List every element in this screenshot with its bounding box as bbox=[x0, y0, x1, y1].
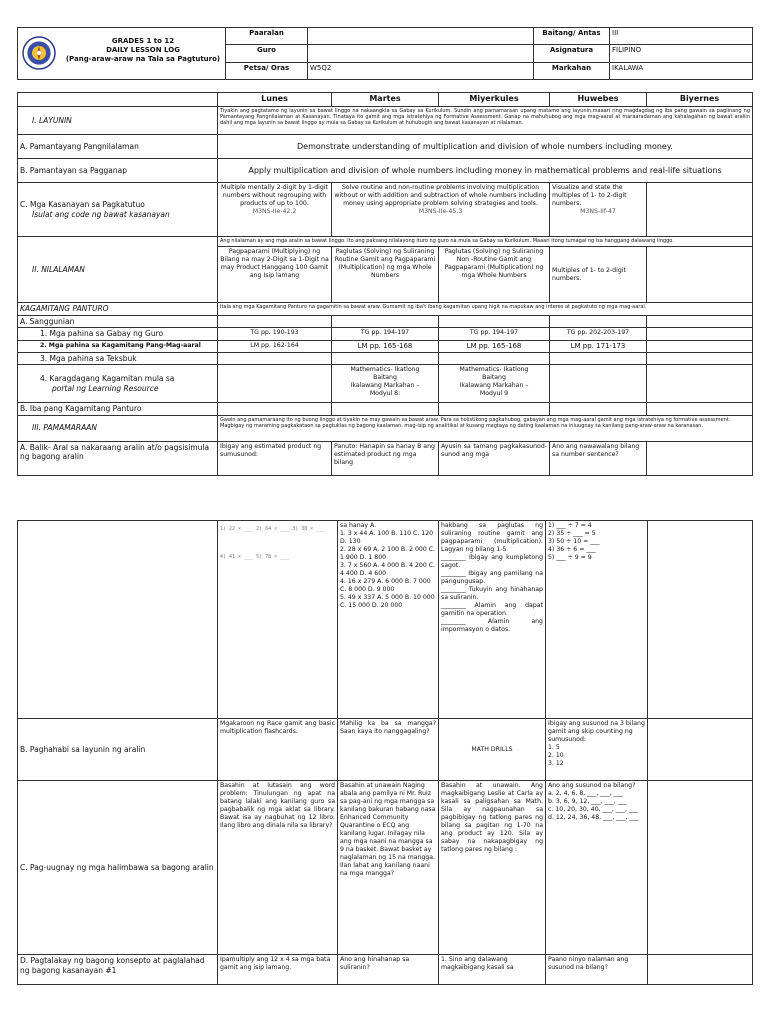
nilalaman-biyernes bbox=[647, 247, 753, 303]
w-line-5: ________ Alamin ang impormasyon o datos. bbox=[441, 618, 543, 633]
petsa-label: Petsa/ Oras bbox=[226, 62, 308, 79]
day-martes: Martes bbox=[332, 93, 439, 107]
header-table bbox=[17, 27, 753, 80]
pagtalakay-huwebes: Paano ninyo nalaman ang susunod na bilang? bbox=[546, 955, 648, 985]
res-martes-1: Mathematics- Ikatlong bbox=[350, 366, 420, 373]
lesson-table-page-1 bbox=[17, 92, 752, 476]
hw-line-2: 4) 41 × ___ 5) 78 × ___ bbox=[220, 554, 290, 561]
day-huwebes: Huwebes bbox=[550, 93, 647, 107]
teksbuk-label: 3. Mga pahina sa Teksbuk bbox=[18, 352, 218, 365]
pag-uugnay-biyernes bbox=[648, 781, 753, 955]
nilalaman-lunes: Pagpaparami (Multiplying) ng Bilang na may 2-Digit sa 1-Digit na may Product Hanggang 100 Gamit ang Isip lamang bbox=[218, 247, 332, 303]
cont-biyernes bbox=[648, 521, 753, 719]
kasanayan-sublabel: Isulat ang code ng bawat kasanayan bbox=[32, 209, 170, 219]
title-line-3: (Pang-araw-araw na Tala sa Pagtuturo) bbox=[65, 55, 221, 63]
lesson-table-2 bbox=[17, 520, 753, 985]
nilalaman-martes: Paglutas (Solving) ng Suliraning Routine Gamit ang Pagpaparami (Multiplication) ng mga Whole Numbers bbox=[332, 247, 439, 303]
pag-uugnay-huwebes-b: b. 3, 6, 9, 12, ___, ___, ___ bbox=[548, 798, 627, 805]
kagamitan-note: Itala ang mga Kagamitang Panturo na gagamitin sa bawat araw. Gumamit ng iba't ibang kagamitan upang higit na mapukaw ang interes at pagkatuto ng mga mag-aaral. bbox=[218, 303, 753, 316]
balik-aral-biyernes bbox=[647, 441, 753, 475]
kasanayan-lunes-text: Multiple mentally 2-digit by 1-digit numbers without regrouping with products of up to 100. bbox=[221, 184, 328, 207]
asignatura-value: FILIPINO bbox=[610, 45, 753, 62]
day-lunes: Lunes bbox=[218, 93, 332, 107]
w-line-3: ________ Tukuyin ang hinahanap sa suliranin. bbox=[441, 586, 543, 601]
kasanayan-label: C. Mga Kasanayan sa Pagkatutuo bbox=[20, 200, 145, 209]
baitang-value: III bbox=[610, 28, 753, 45]
iba-label: B. Iba pang Kagamitang Panturo bbox=[18, 403, 218, 416]
day-biyernes: Biyernes bbox=[647, 93, 753, 107]
pagtalakay-biyernes bbox=[648, 955, 753, 985]
nilalaman-huwebes: Multiples of 1- to 2-digit numbers. bbox=[550, 247, 647, 303]
balik-aral-huwebes: Ano ang nawawalang bilang sa number sentence? bbox=[550, 441, 647, 475]
karagdagan-label-1: 4. Karagdagang Kagamitan mula sa bbox=[40, 374, 175, 383]
sanggunian-label: A. Sanggunian bbox=[18, 315, 218, 328]
pag-uugnay-huwebes-d: d. 12, 24, 36, 48, ___, ___, ___ bbox=[548, 814, 639, 821]
balik-aral-martes: Panuto: Hanapin sa hanay B ang estimated product ng mga bilang bbox=[332, 441, 439, 475]
h-line-4: 5) ___ ÷ 9 = 9 bbox=[548, 554, 592, 561]
lesson-table-page-2 bbox=[17, 520, 752, 985]
h-line-3: 4) 36 ÷ 6 = ___ bbox=[548, 546, 596, 553]
tg-biyernes bbox=[647, 328, 753, 341]
h-line-2: 3) 50 ÷ 10 = ___ bbox=[548, 538, 600, 545]
nilalaman-note: Ang nilalaman ay ang mga aralin sa bawat linggo. Ito ang paksang nilalayong ituro ng guro na mula sa Gabay sa Kurikulum. Maaari itong tumagal ng isa hanggang dalawang linggo. bbox=[218, 237, 753, 247]
m-line-1: 1. 3 x 44 A. 100 B. 110 C. 120 D. 130 bbox=[340, 530, 434, 545]
lm-miyerkules: LM pp. 165-168 bbox=[439, 340, 550, 352]
res-miy-1: Mathematics- Ikatlong bbox=[459, 366, 529, 373]
m-line-0: sa hanay A. bbox=[340, 522, 377, 529]
kasanayan-huwebes-text: Visualize and state the multiples of 1- to 2-digit numbers. bbox=[552, 184, 627, 207]
layunin-text: Tiyakin ang pagtatamo ng layunin sa bawat linggo na nakaangkla sa Gabay sa Kurikulum. Sundin ang pamamaraan upang matamo ang layunin,maaari ring magdagdag ng iba pang gawain sa paglinang ng Pamantayang Pangnilalaman at Kasanayan. Tinataya ito gamit ang mga istratehiya ng Formative Assessment. Ganap na mahuhubog ang mga mag-aaral at maraaradaman ang kahalagahan ng bawat araliin dahil ang mga layunin sa bawat linggo ay mula sa Gabay sa Kurikulum at huhubugin ang bawat kasanayan at nilalaman. bbox=[218, 107, 753, 135]
kasanayan-cell bbox=[18, 183, 218, 237]
asignatura-label: Asignatura bbox=[534, 45, 610, 62]
pag-uugnay-label: C. Pag-uugnay ng mga halimbawa sa bagong aralin bbox=[18, 781, 218, 955]
title-line-1: GRADES 1 to 12 bbox=[111, 37, 175, 45]
pamantayan-pagganap-label: B. Pamantayan sa Pagganap bbox=[18, 159, 218, 183]
lm-martes: LM pp. 165-168 bbox=[332, 340, 439, 352]
paaralan-label: Paaralan bbox=[226, 28, 308, 45]
pagtalakay-label: D. Pagtalakay ng bagong konsepto at paglalahad ng bagong kasanayan #1 bbox=[18, 955, 218, 985]
lm-lunes: LM pp. 162-164 bbox=[218, 340, 332, 352]
karagdagan-label-2: portal ng Learning Resource bbox=[52, 383, 159, 393]
pag-uugnay-miyerkules: Basahin at unawain. Ang magkaibigang Leslie at Carla ay kasali sa paligsahan sa Math. Sila ay nagpaunahan sa pagbibigay ng tatlong pares ng bilang sa pagitan ng 1-70 na ang product ay 120. Sila ay sabay na nakapagbigay ng tatlong pares ng bilang : bbox=[439, 781, 546, 955]
cont-miyerkules bbox=[439, 521, 546, 719]
paghahabi-miyerkules: MATH DRILLS bbox=[439, 719, 546, 781]
pamantayan-pagganap-text: Apply multiplication and division of whole numbers including money in mathematical problems and real-life situations bbox=[218, 159, 753, 183]
title-line-2: DAILY LESSON LOG bbox=[106, 46, 180, 54]
continued-label bbox=[18, 521, 218, 719]
lm-huwebes: LM pp. 171-173 bbox=[550, 340, 647, 352]
pag-uugnay-huwebes-text: Ano ang susunod na bilang? bbox=[548, 782, 636, 789]
res-miy-4: Modyul 9 bbox=[479, 390, 509, 397]
karagdagan-cell bbox=[18, 365, 218, 403]
tg-label: 1. Mga pahina sa Gabay ng Guro bbox=[18, 328, 218, 341]
guro-value bbox=[308, 45, 534, 62]
paghahabi-huwebes-1: 1. 5 bbox=[548, 744, 560, 751]
pag-uugnay-huwebes bbox=[546, 781, 648, 955]
paghahabi-martes: Mahilig ka ba sa mangga? Saan kaya ito nanggagaling? bbox=[338, 719, 439, 781]
cont-martes bbox=[338, 521, 439, 719]
tg-miyerkules: TG pp. 194-197 bbox=[439, 328, 550, 341]
karagdagan-martes bbox=[332, 365, 439, 403]
petsa-value: W5Q2 bbox=[308, 62, 534, 79]
res-miy-2: Baitang bbox=[482, 374, 506, 381]
header-block bbox=[17, 27, 752, 80]
kasanayan-huwebes-code: M3NS-IIf-47 bbox=[580, 208, 616, 215]
pagtalakay-miyerkules: 1. Sino ang dalawang magkaibigang kasali sa bbox=[439, 955, 546, 985]
res-martes-3: Ikalawang Markahan – bbox=[350, 382, 420, 389]
tg-lunes: TG pp. 190-193 bbox=[218, 328, 332, 341]
w-line-0: hakbang sa paglutas ng suliraning routine gamit ang pagpaparami (multiplication). Lagyan ng bilang 1-5 bbox=[441, 522, 543, 553]
paghahabi-huwebes-3: 3. 12 bbox=[548, 760, 564, 767]
kasanayan-lunes-code: M3NS-IIe-42.2 bbox=[252, 208, 297, 215]
kasanayan-martes-text: Solve routine and non-routine problems involving multiplication without or with addition and subtraction of whole numbers including money using appropriate problem solving strategies and tools. bbox=[334, 184, 547, 207]
karagdagan-miyerkules bbox=[439, 365, 550, 403]
res-martes-4: Modyul 8: bbox=[369, 390, 401, 397]
lm-label: 2. Mga pahina sa Kagamitang Pang-Mag-aaral bbox=[18, 340, 218, 352]
layunin-label: I. LAYUNIN bbox=[18, 107, 218, 135]
lesson-table bbox=[17, 92, 753, 476]
paaralan-value bbox=[308, 28, 534, 45]
pag-uugnay-lunes: Basahin at lutasain ang word problem: Tinulungan ng apat na batang lalaki ang kanilang guro sa pagbabalik ng mga aklat sa library. Bawat isa ay nagbuhat ng 12 libro. Ilang libro ang dinala nila sa library? bbox=[218, 781, 338, 955]
nilalaman-miyerkules: Paglutas (Solving) ng Suliraning Non -Routine Gamit ang Pagpaparami (Multiplication) ng mga Whole Numbers bbox=[439, 247, 550, 303]
res-miy-3: Ikalawang Markahan – bbox=[459, 382, 529, 389]
res-martes-2: Baitang bbox=[373, 374, 397, 381]
paghahabi-huwebes-text: Ibigay ang susunod na 3 bilang gamit ang skip counting ng sumusunod: bbox=[548, 720, 645, 743]
day-miyerkules: Miyerkules bbox=[439, 93, 550, 107]
balik-aral-label: A. Balik- Aral sa nakaraang aralin at/o pagsisimula ng bagong aralin bbox=[18, 441, 218, 475]
paghahabi-label: B. Paghahabi sa layunin ng aralin bbox=[18, 719, 218, 781]
pag-uugnay-huwebes-c: c. 10, 20, 30, 40, ___, ___, ___ bbox=[548, 806, 639, 813]
pag-uugnay-martes: Basahin at unawain Naging abala ang pamilya ni Mr. Ruiz sa pag-ani ng mga mangga sa kanilang bakuran habang nasa Enhanced Community Quarantine o ECQ ang kanilang lugar. Inilagay nila ang mga naani na mangga sa 9 na basket. Bawat basket ay naglalaman ng 15 na mangga. Ilan lahat ang kanilang naani na mga mangga? bbox=[338, 781, 439, 955]
pamamaraan-note: Gawin ang pamamaraang ito ng buong linggo at tiyakin na may gawain sa bawat araw. Para sa holistikong pagkahubog, gabayan ang mga mag-aaral gamit ang mga istratehiya ng formative assessment. Magbigay ng maraming pagkakataon sa pagtuklas ng bagong kaalaman, mag-isip ng analitikal at kusang magtaya ng dating kaalaman na iniuugnay sa kanilang pang-araw-araw na karanasan. bbox=[218, 415, 753, 441]
balik-aral-lunes: Ibigay ang estimated product ng sumusunod: bbox=[218, 441, 332, 475]
baitang-label: Baitang/ Antas bbox=[534, 28, 610, 45]
w-line-4: ________ Alamin ang dapat gamitin na operation. bbox=[441, 602, 543, 617]
balik-aral-miyerkules: Ayusin sa tamang pagkakasunod-sunod ang mga bbox=[439, 441, 550, 475]
pag-uugnay-huwebes-a: a. 2, 4, 6, 8, ___, ___, ___ bbox=[548, 790, 623, 797]
kagamitan-label: KAGAMITANG PANTURO bbox=[18, 303, 218, 316]
w-line-2: ________ Ibigay ang pamilang na pangungusap. bbox=[441, 570, 543, 585]
pamantayang-pangnilalaman-label: A. Pamantayang Pangnilalaman bbox=[18, 135, 218, 159]
hw-line-1: 1) 22 × ___ 2) 64 × ___ 3) 30 × ___ bbox=[220, 526, 326, 532]
tg-martes: TG pp. 194-197 bbox=[332, 328, 439, 341]
lm-biyernes bbox=[647, 340, 753, 352]
markahan-value: IKALAWA bbox=[610, 62, 753, 79]
m-line-3: 3. 7 x 560 A. 4 000 B. 4 200 C. 4 400 D. 4 600 bbox=[340, 562, 436, 577]
deped-seal-icon bbox=[22, 36, 56, 70]
header-title-cell bbox=[18, 28, 226, 80]
pagtalakay-martes: Ano ang hinahanap sa suliranin? bbox=[338, 955, 439, 985]
paghahabi-biyernes bbox=[648, 719, 753, 781]
m-line-2: 2. 28 x 69 A. 2 100 B. 2 000 C. 1 900 D. 1 800 bbox=[340, 546, 436, 561]
w-line-1: ________ Ibigay ang kumpletong sagot. bbox=[441, 554, 543, 569]
kasanayan-biyernes bbox=[647, 183, 753, 237]
pamantayang-pangnilalaman-text: Demonstrate understanding of multiplication and division of whole numbers including money. bbox=[218, 135, 753, 159]
h-line-1: 2) 35 ÷ ___ = 5 bbox=[548, 530, 596, 537]
paghahabi-huwebes bbox=[546, 719, 648, 781]
cont-huwebes bbox=[546, 521, 648, 719]
markahan-label: Markahan bbox=[534, 62, 610, 79]
tg-huwebes: TG pp. 202-203-197 bbox=[550, 328, 647, 341]
guro-label: Guro bbox=[226, 45, 308, 62]
pagtalakay-lunes: Ipamultiply ang 12 x 4 sa mga bata gamit ang isip lamang. bbox=[218, 955, 338, 985]
m-line-5: 5. 49 x 337 A. 5 000 B. 10 000 C. 15 000 D. 20 000 bbox=[340, 594, 435, 609]
kasanayan-martes-miyerkules bbox=[332, 183, 550, 237]
nilalaman-label: II. NILALAMAN bbox=[18, 237, 218, 303]
paghahabi-lunes: Mgakaroon ng Race gamit ang basic multiplication flashcards. bbox=[218, 719, 338, 781]
m-line-4: 4. 16 x 279 A. 6 000 B. 7 000 C. 8 000 D. 9 000 bbox=[340, 578, 431, 593]
kasanayan-martes-code: M3NS-IIe-45.3 bbox=[418, 208, 463, 215]
pamamaraan-label: III. PAMAMARAAN bbox=[18, 415, 218, 441]
cont-lunes bbox=[218, 521, 338, 719]
kasanayan-huwebes bbox=[550, 183, 647, 237]
h-line-0: 1) ___ ÷ 7 = 4 bbox=[548, 522, 592, 529]
kasanayan-lunes bbox=[218, 183, 332, 237]
paghahabi-huwebes-2: 2. 10 bbox=[548, 752, 564, 759]
